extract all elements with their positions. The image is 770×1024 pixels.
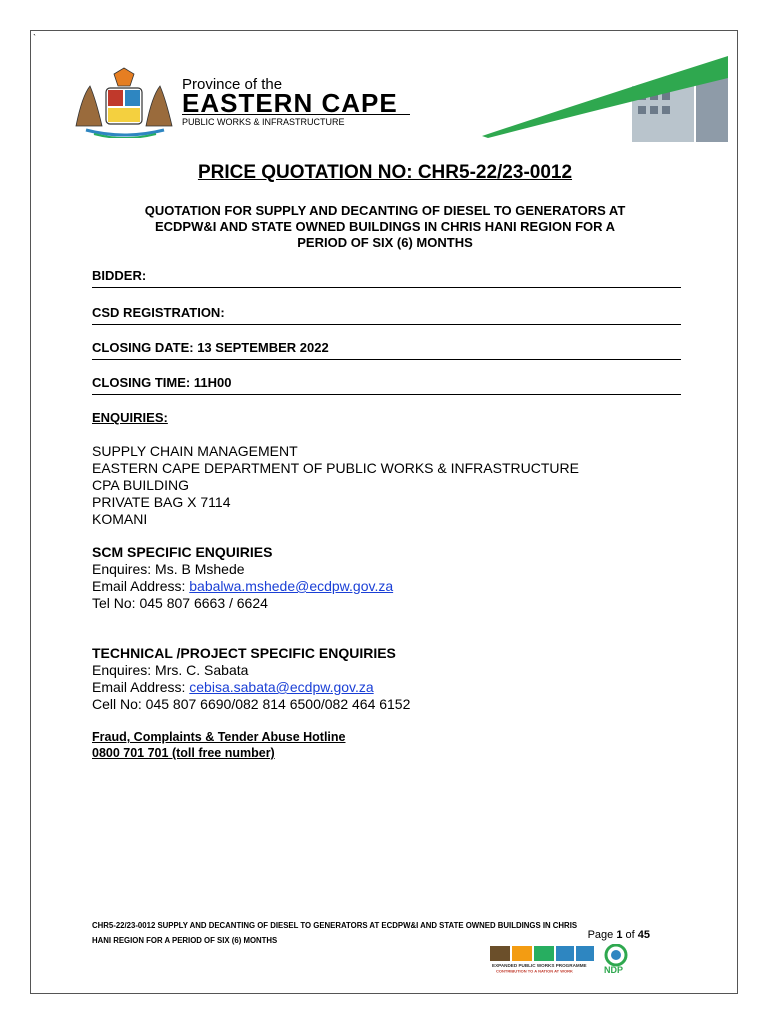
scm-email-label: Email Address: (92, 578, 190, 594)
page-number (588, 929, 650, 941)
page-total: 45 (637, 929, 650, 941)
epwp-tagline: CONTRIBUTION TO A NATION AT WORK (496, 968, 573, 974)
logo-divider (182, 114, 410, 115)
address-line: PRIVATE BAG X 7114 (92, 494, 231, 510)
bidder-field: BIDDER: (92, 268, 681, 288)
technical-email-label: Email Address: (92, 679, 190, 695)
scm-email-row (92, 578, 393, 595)
fraud-hotline (92, 729, 346, 761)
footer-line: CHR5-22/23-0012 SUPPLY AND DECANTING OF DIESEL TO GENERATORS AT ECDPW&I AND STATE OWNED BUILDINGS IN CHRIS (92, 921, 578, 930)
technical-contact-person: Enquires: Mrs. C. Sabata (92, 662, 249, 678)
closing-time-field: CLOSING TIME: 11H00 (92, 375, 681, 395)
scm-enquiries-section (92, 544, 393, 612)
description-line: QUOTATION FOR SUPPLY AND DECANTING OF DIESEL TO GENERATORS AT (144, 203, 626, 218)
scm-phone: Tel No: 045 807 6663 / 6624 (92, 595, 268, 611)
technical-enquiries-section (92, 645, 410, 713)
epwp-logo-icon (490, 944, 594, 974)
address-line: SUPPLY CHAIN MANAGEMENT (92, 443, 298, 459)
technical-heading: TECHNICAL /PROJECT SPECIFIC ENQUIRIES (92, 645, 396, 661)
department-name: PUBLIC WORKS & INFRASTRUCTURE (182, 117, 345, 127)
page-label: Page (587, 929, 617, 941)
province-name: EASTERN CAPE (182, 88, 398, 118)
scm-heading: SCM SPECIFIC ENQUIRIES (92, 544, 273, 560)
ndp-text: NDP (604, 965, 624, 974)
enquiries-heading: ENQUIRIES: (92, 410, 168, 425)
coat-of-arms-icon (68, 66, 180, 138)
description-line: PERIOD OF SIX (6) MONTHS (297, 235, 473, 250)
technical-phone: Cell No: 045 807 6690/082 814 6500/082 464 6152 (92, 696, 411, 712)
csd-registration-field: CSD REGISTRATION: (92, 305, 681, 325)
hotline-number: 0800 701 701 (toll free number) (92, 746, 275, 760)
ndp-logo-icon (598, 944, 634, 974)
technical-email-row (92, 679, 410, 696)
hotline-title: Fraud, Complaints & Tender Abuse Hotline (92, 730, 346, 744)
page-current: 1 (616, 929, 623, 941)
epwp-text: EXPANDED PUBLIC WORKS PROGRAMME (492, 963, 587, 968)
document-title: PRICE QUOTATION NO: CHR5-22/23-0012 (197, 162, 573, 183)
address-line: KOMANI (92, 511, 148, 527)
address-line: CPA BUILDING (92, 477, 189, 493)
page-of: of (622, 929, 638, 941)
tick-mark: ` (33, 33, 36, 43)
footer-line: HANI REGION FOR A PERIOD OF SIX (6) MONTHS (92, 936, 278, 945)
province-of-label: Province of the (182, 76, 283, 93)
address-line: EASTERN CAPE DEPARTMENT OF PUBLIC WORKS & INFRASTRUCTURE (92, 460, 579, 476)
enquiries-address (92, 443, 579, 528)
scm-email-link[interactable]: babalwa.mshede@ecdpw.gov.za (189, 578, 394, 594)
scm-contact-person: Enquires: Ms. B Mshede (92, 561, 245, 577)
quotation-description (60, 203, 710, 251)
header-swoosh-graphic (482, 56, 728, 142)
technical-email-link[interactable]: cebisa.sabata@ecdpw.gov.za (189, 679, 374, 695)
closing-date-field: CLOSING DATE: 13 SEPTEMBER 2022 (92, 340, 681, 360)
description-line: ECDPW&I AND STATE OWNED BUILDINGS IN CHRIS HANI REGION FOR A (154, 219, 616, 234)
